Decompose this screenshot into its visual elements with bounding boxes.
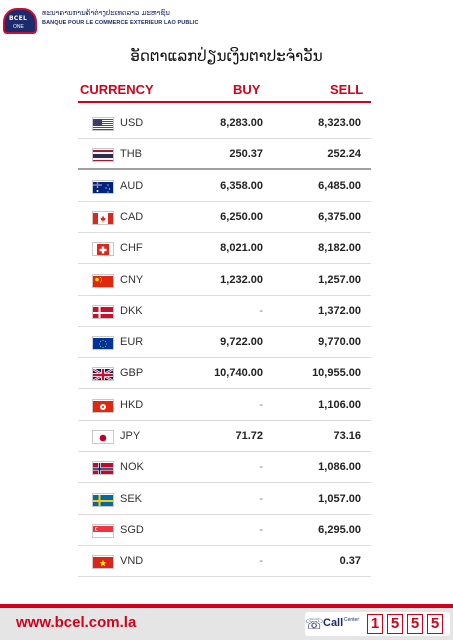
buy-rate: 1,232.00 bbox=[220, 273, 263, 286]
no-flag-icon bbox=[92, 461, 114, 475]
rate-row bbox=[78, 233, 371, 264]
buy-rate: - bbox=[259, 398, 263, 411]
sell-rate: 1,057.00 bbox=[318, 492, 361, 505]
rate-row bbox=[78, 139, 371, 170]
rate-row bbox=[78, 358, 371, 389]
buy-rate: 71.72 bbox=[235, 430, 263, 442]
logo-text: BCEL bbox=[9, 15, 28, 22]
jp-flag-icon bbox=[92, 430, 114, 444]
rate-row bbox=[78, 515, 371, 546]
buy-rate: - bbox=[259, 492, 263, 505]
cn-flag-icon bbox=[92, 274, 114, 288]
phone-icon: ☏ bbox=[305, 616, 324, 633]
sell-rate: 1,106.00 bbox=[318, 398, 361, 411]
currency-code: JPY bbox=[120, 430, 141, 442]
bcel-logo bbox=[3, 8, 37, 34]
buy-rate: - bbox=[259, 523, 263, 536]
sell-column-header: SELL bbox=[330, 82, 364, 97]
buy-rate: - bbox=[259, 555, 263, 568]
call-center-label: Center bbox=[344, 617, 360, 623]
sell-rate: 252.24 bbox=[327, 148, 361, 161]
sell-rate: 9,770.00 bbox=[318, 336, 361, 349]
vn-flag-icon bbox=[92, 555, 114, 569]
sell-rate: 8,182.00 bbox=[318, 242, 361, 255]
currency-code: SGD bbox=[120, 523, 144, 536]
sell-rate: 1,257.00 bbox=[318, 273, 361, 286]
sell-rate: 1,086.00 bbox=[318, 461, 361, 474]
hotline-digit: 1 bbox=[367, 614, 383, 634]
sell-rate: 10,955.00 bbox=[312, 367, 361, 380]
gb-flag-icon bbox=[92, 367, 114, 381]
currency-code: AUD bbox=[120, 179, 144, 192]
page-title: ອັດຕາແລກປ່ຽນເງິນຕາປະຈຳວັນ bbox=[130, 47, 323, 65]
currency-code: USD bbox=[120, 117, 144, 129]
rate-row bbox=[78, 296, 371, 327]
buy-column-header: BUY bbox=[233, 82, 261, 97]
buy-rate: - bbox=[259, 461, 263, 474]
org-name-lao: ທະນາຄານການຄ້າຕ່າງປະເທດລາວ ມະຫາຊົນ bbox=[42, 9, 170, 17]
eu-flag-icon bbox=[92, 336, 114, 350]
header bbox=[0, 0, 453, 40]
hotline-digit: 5 bbox=[407, 614, 423, 634]
currency-code: THB bbox=[120, 148, 142, 161]
buy-rate: 8,283.00 bbox=[220, 117, 263, 129]
dk-flag-icon bbox=[92, 305, 114, 319]
se-flag-icon bbox=[92, 493, 114, 507]
sell-rate: 73.16 bbox=[333, 430, 361, 442]
call-label: Call bbox=[323, 617, 344, 629]
sell-rate: 6,485.00 bbox=[318, 179, 361, 192]
currency-code: NOK bbox=[120, 461, 144, 474]
header-divider bbox=[78, 101, 371, 103]
currency-code: VND bbox=[120, 555, 144, 568]
buy-rate: 10,740.00 bbox=[214, 367, 263, 380]
org-name-en: BANQUE POUR LE COMMERCE EXTERIEUR LAO PUBLIC bbox=[42, 20, 199, 26]
th-flag-icon bbox=[92, 148, 114, 162]
sell-rate: 1,372.00 bbox=[318, 304, 361, 317]
hotline-digit: 5 bbox=[387, 614, 403, 634]
buy-rate: 9,722.00 bbox=[220, 336, 263, 349]
rate-row bbox=[78, 484, 371, 515]
rate-row bbox=[78, 202, 371, 233]
au-flag-icon bbox=[92, 180, 114, 194]
hotline-digit: 5 bbox=[427, 614, 443, 634]
currency-code: EUR bbox=[120, 336, 144, 349]
ch-flag-icon bbox=[92, 242, 114, 256]
sell-rate: 0.37 bbox=[339, 555, 361, 568]
currency-code: CNY bbox=[120, 273, 144, 286]
currency-code: HKD bbox=[120, 398, 144, 411]
rate-row bbox=[78, 546, 371, 577]
buy-rate: 250.37 bbox=[229, 148, 263, 161]
sell-rate: 6,375.00 bbox=[318, 210, 361, 223]
rate-row bbox=[78, 108, 371, 139]
rate-row bbox=[78, 390, 371, 421]
sell-rate: 8,323.00 bbox=[318, 117, 361, 129]
currency-code: DKK bbox=[120, 304, 143, 317]
buy-rate: - bbox=[259, 304, 263, 317]
us-flag-icon bbox=[92, 117, 114, 131]
currency-column-header: CURRENCY bbox=[80, 82, 154, 97]
sg-flag-icon bbox=[92, 524, 114, 538]
rate-row bbox=[78, 265, 371, 296]
buy-rate: 8,021.00 bbox=[220, 242, 263, 255]
sell-rate: 6,295.00 bbox=[318, 523, 361, 536]
buy-rate: 6,358.00 bbox=[220, 179, 263, 192]
currency-code: GBP bbox=[120, 367, 144, 380]
currency-code: CHF bbox=[120, 242, 143, 255]
footer-accent-bar bbox=[0, 604, 453, 608]
rate-row bbox=[78, 421, 371, 452]
website-link[interactable]: www.bcel.com.la bbox=[16, 614, 137, 631]
footer bbox=[0, 604, 453, 640]
rate-row bbox=[78, 452, 371, 483]
currency-code: SEK bbox=[120, 492, 143, 505]
buy-rate: 6,250.00 bbox=[220, 210, 263, 223]
rate-row bbox=[78, 171, 371, 202]
ca-flag-icon bbox=[92, 211, 114, 225]
rate-row bbox=[78, 327, 371, 358]
hk-flag-icon bbox=[92, 399, 114, 413]
logo-subtext: ONE bbox=[13, 24, 24, 30]
currency-code: CAD bbox=[120, 210, 144, 223]
